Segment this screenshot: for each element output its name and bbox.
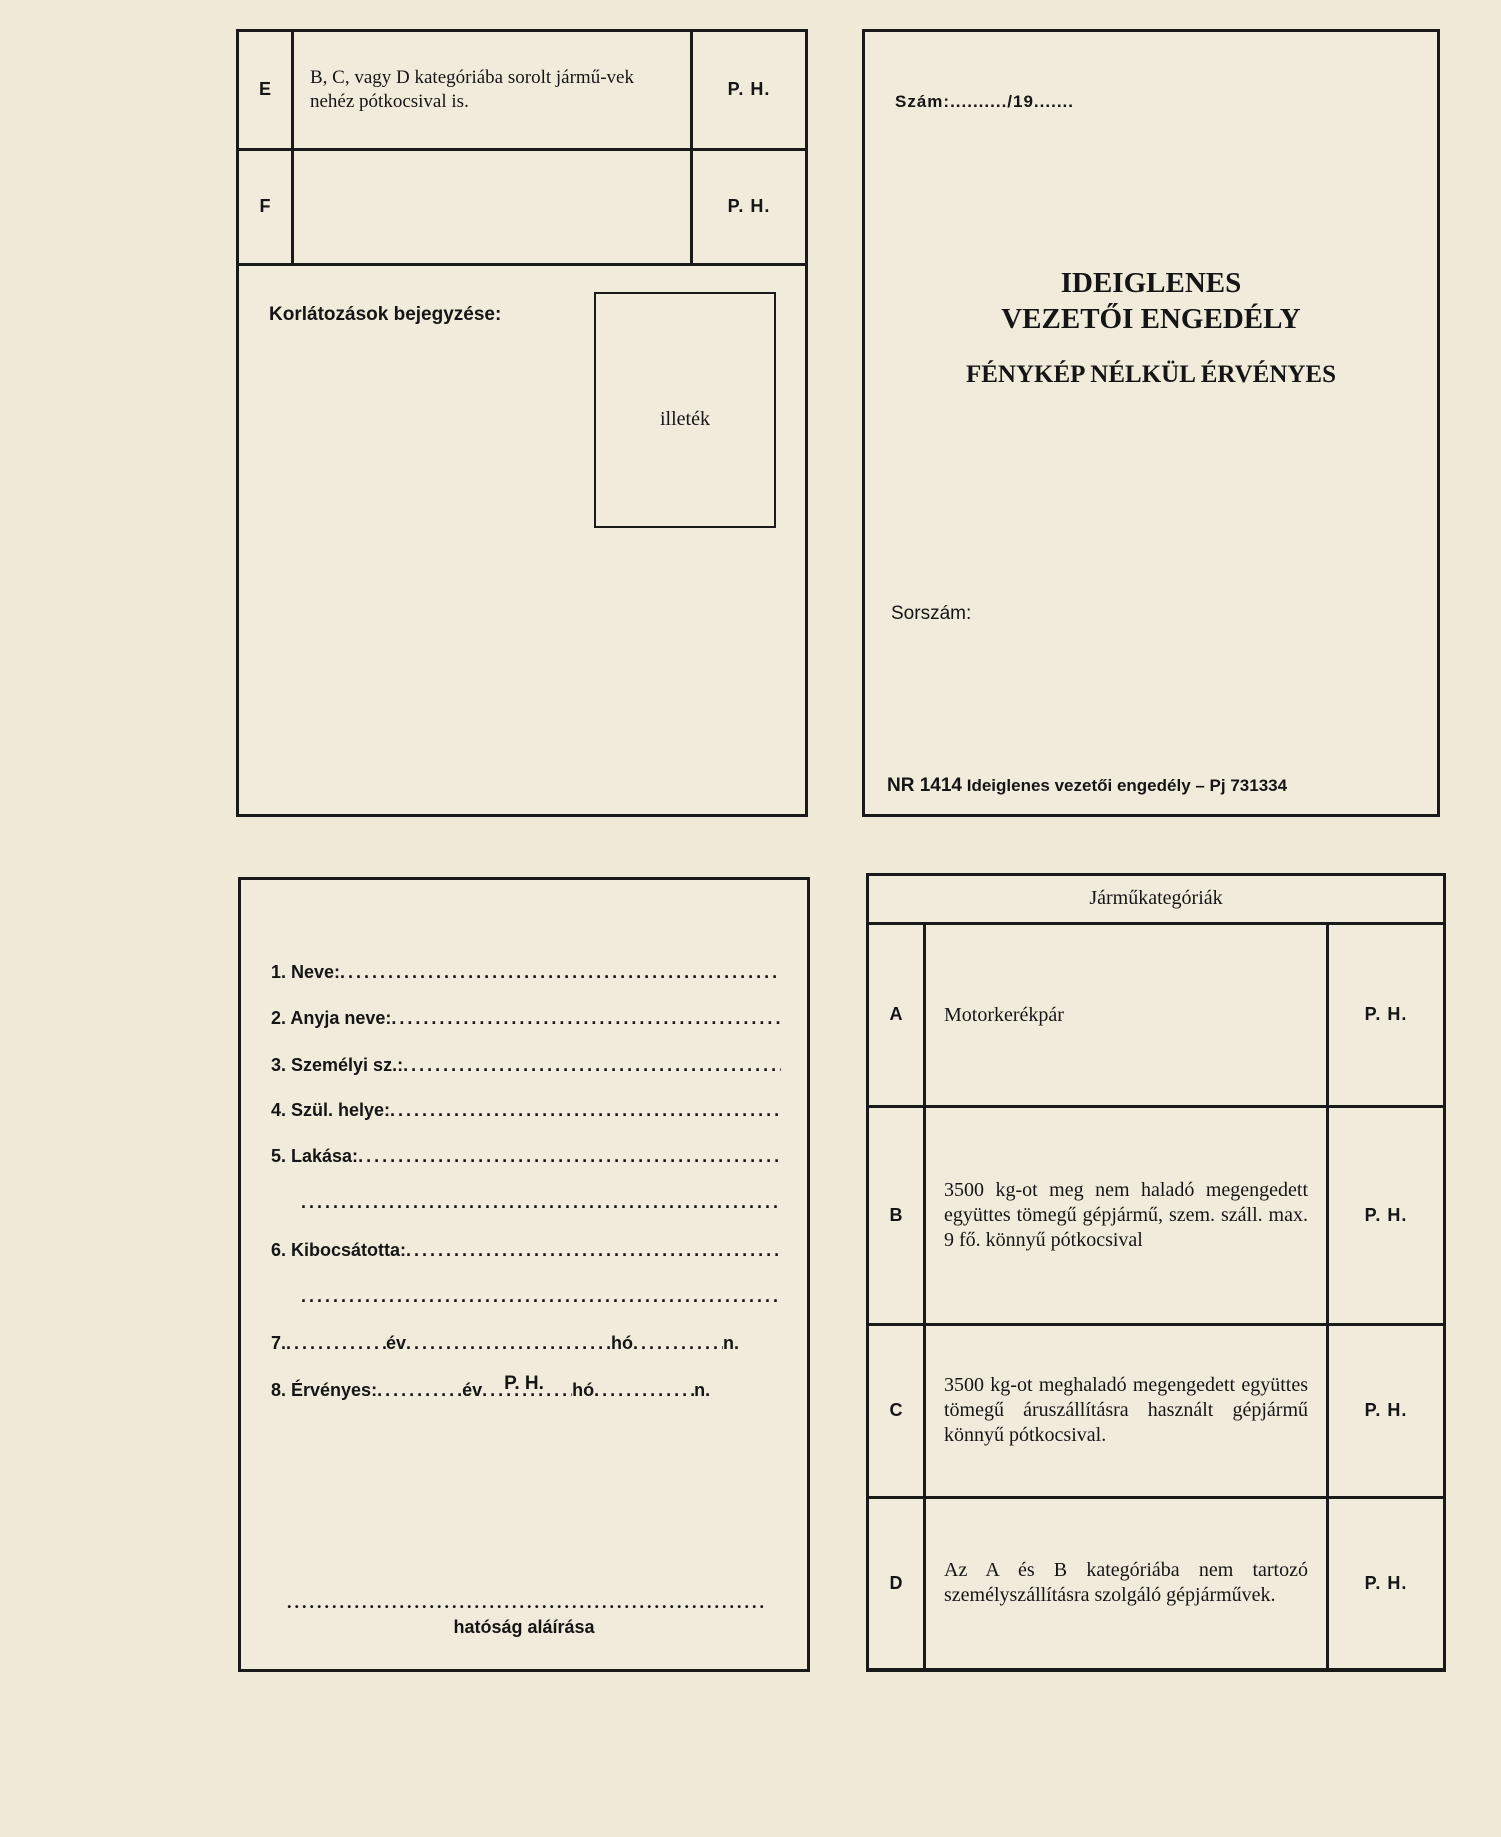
field-mother-name (271, 1008, 781, 1029)
signature-line (287, 1592, 767, 1613)
category-letter: B (869, 1106, 925, 1324)
signature-label: hatóság aláírása (453, 1617, 595, 1637)
document-title-line2: VEZETŐI ENGEDÉLY (1001, 303, 1301, 335)
license-vehicle-categories-page (866, 873, 1446, 1672)
stamp-placeholder: P. H. (1328, 1106, 1444, 1324)
category-table-ef (239, 32, 805, 266)
fill-dots (390, 1100, 781, 1121)
field-address-cont (301, 1192, 781, 1213)
categories-header: Járműkategóriák (869, 876, 1443, 923)
table-row (239, 149, 805, 264)
stamp-placeholder: P. H. (1328, 1497, 1444, 1669)
document-number-line: Szám:........../19....... (895, 92, 1074, 111)
form-footer-text: Ideiglenes vezetői engedély – Pj 731334 (966, 776, 1288, 795)
category-letter: A (869, 923, 925, 1106)
category-description: 3500 kg-ot meghaladó megengedett együttes tömegű áruszállításra használt gépjármű könnyű pótkocsival. (925, 1324, 1328, 1497)
fill-dots (391, 1008, 781, 1029)
license-cover-page (862, 29, 1440, 817)
fill-dots (406, 1240, 781, 1261)
stamp-placeholder: P. H. (1328, 923, 1444, 1106)
category-description: 3500 kg-ot meg nem haladó megengedett együttes tömegű gépjármű, szem. száll. max. 9 fő. könnyű pótkocsival (925, 1106, 1328, 1324)
field-birthplace (271, 1100, 781, 1121)
table-row (869, 1106, 1443, 1324)
category-description: B, C, vagy D kategóriába sorolt jármű-vek nehéz pótkocsival is. (293, 32, 692, 149)
fill-dots (633, 1333, 723, 1354)
fill-dots (301, 1192, 781, 1213)
field-label: 5. Lakása: (271, 1146, 359, 1166)
table-header-row (869, 876, 1443, 923)
field-label: 7. (271, 1333, 287, 1353)
fill-dots (406, 1333, 611, 1354)
fill-dots (403, 1055, 781, 1076)
field-label: 6. Kibocsátotta: (271, 1240, 407, 1260)
document-title-line1: IDEIGLENES (1060, 267, 1242, 299)
year-label: év (386, 1333, 407, 1353)
restrictions-label: Korlátozások bejegyzése: (269, 304, 502, 325)
table-row (869, 1324, 1443, 1497)
stamp-placeholder: P. H. (504, 1373, 544, 1394)
table-row (869, 923, 1443, 1106)
category-letter: D (869, 1497, 925, 1669)
license-personal-data-page (238, 877, 810, 1672)
category-letter: C (869, 1324, 925, 1497)
fee-stamp-box (594, 292, 776, 528)
category-table-abcd (869, 876, 1443, 1671)
stamp-placeholder: P. H. (692, 149, 806, 264)
fill-dots (301, 1286, 781, 1307)
fee-stamp-label: illeték (660, 408, 710, 430)
field-issued-by-cont (301, 1286, 781, 1307)
form-footer (887, 775, 1287, 797)
day-label: n. (694, 1380, 711, 1400)
field-address (271, 1146, 781, 1167)
field-issue-date (271, 1333, 781, 1354)
category-description: Motorkerékpár (925, 923, 1328, 1106)
form-code: NR 1414 (887, 775, 962, 796)
field-name (271, 962, 781, 983)
stamp-placeholder: P. H. (1328, 1324, 1444, 1497)
field-label: 8. Érvényes: (271, 1380, 378, 1400)
field-label: 4. Szül. helye: (271, 1100, 391, 1120)
document-subtitle: FÉNYKÉP NÉLKÜL ÉRVÉNYES (965, 361, 1337, 388)
fill-dots (340, 962, 781, 983)
fill-dots (286, 1333, 386, 1354)
category-description: Az A és B kategóriába nem tartozó személyszállításra szolgáló gépjárművek. (925, 1497, 1328, 1669)
field-label: 1. Neve: (271, 962, 341, 982)
serial-number-label: Sorszám: (891, 603, 972, 624)
day-label: n. (723, 1333, 740, 1353)
category-letter: F (239, 149, 293, 264)
year-label: év (462, 1380, 483, 1400)
fill-dots (358, 1146, 781, 1167)
month-label: hó (611, 1333, 634, 1353)
field-issued-by (271, 1240, 781, 1261)
table-row (239, 32, 805, 149)
category-letter: E (239, 32, 293, 149)
license-page-categories-ef (236, 29, 808, 817)
category-description (293, 149, 692, 264)
table-row (869, 1497, 1443, 1669)
month-label: hó (572, 1380, 595, 1400)
field-label: 3. Személyi sz.: (271, 1055, 404, 1075)
stamp-placeholder: P. H. (692, 32, 806, 149)
field-label: 2. Anyja neve: (271, 1008, 392, 1028)
field-personal-id (271, 1055, 781, 1076)
